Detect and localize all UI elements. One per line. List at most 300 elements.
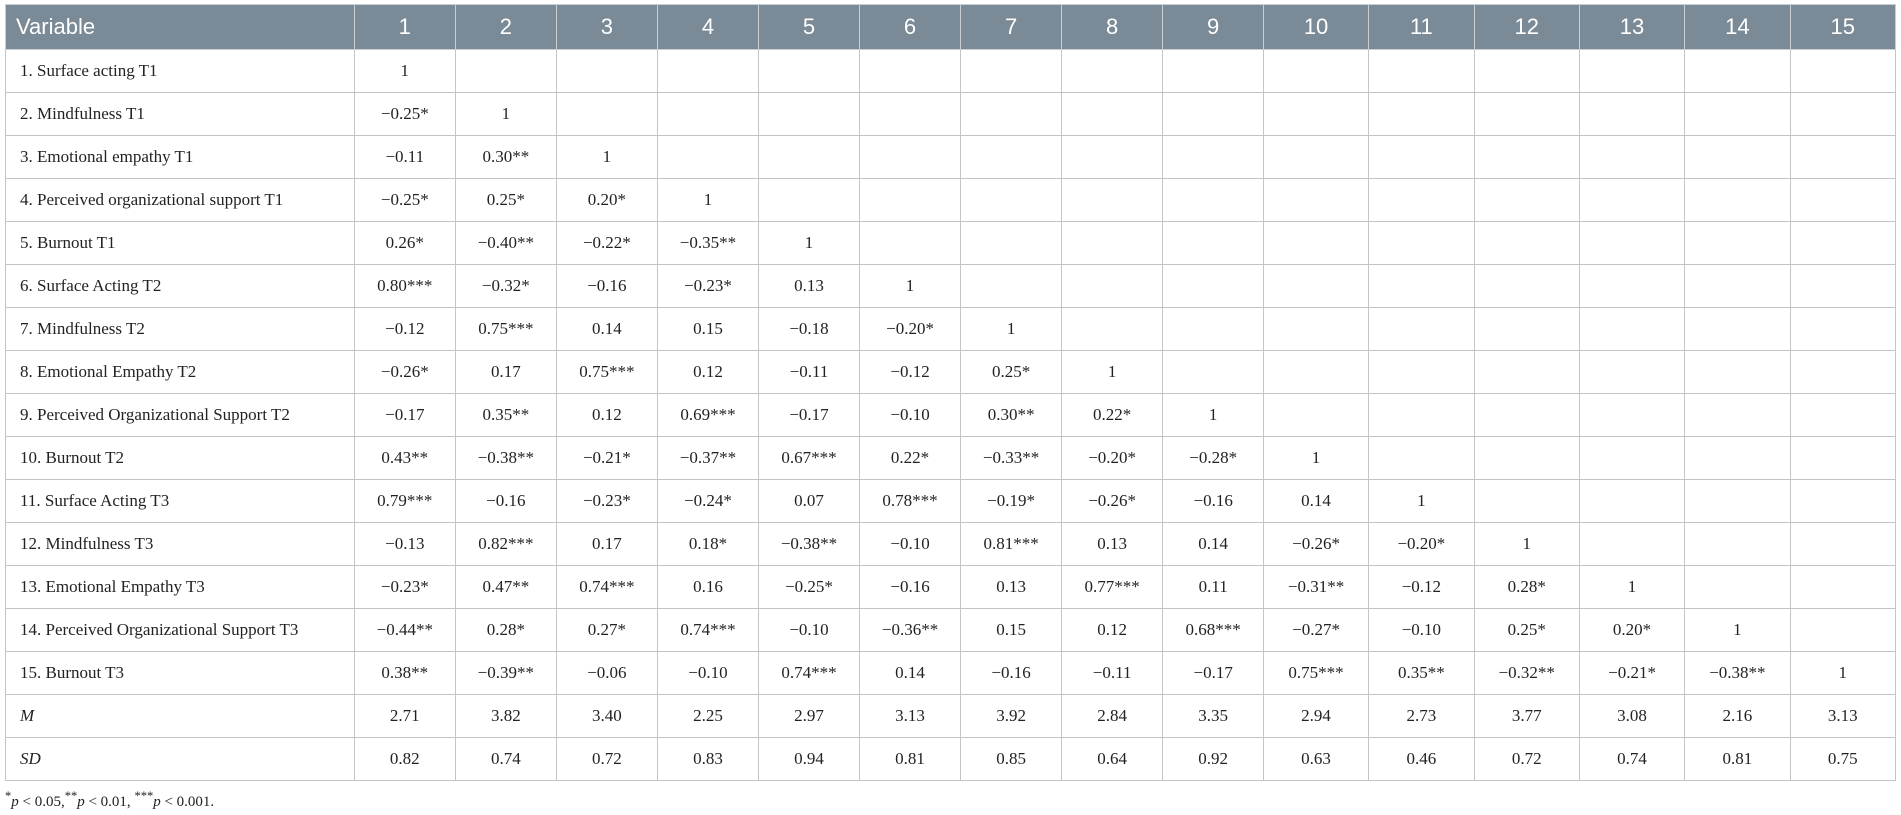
table-cell [1579,437,1684,480]
row-label: 4. Perceived organizational support T1 [6,179,355,222]
table-cell: −0.39** [455,652,557,695]
table-cell [961,222,1061,265]
table-cell [1369,437,1474,480]
table-cell: 0.17 [557,523,657,566]
row-label: 1. Surface acting T1 [6,50,355,93]
table-cell [1685,265,1790,308]
table-cell: −0.27* [1263,609,1368,652]
table-cell: 2.25 [657,695,759,738]
table-cell: 0.12 [657,351,759,394]
table-cell: −0.16 [1163,480,1263,523]
row-label: M [6,695,355,738]
table-cell: −0.22* [557,222,657,265]
table-cell: 0.25* [455,179,557,222]
table-cell [557,93,657,136]
table-cell: −0.12 [1369,566,1474,609]
footnote-symbol: * [5,789,12,803]
table-cell [1061,179,1163,222]
table-cell: 0.07 [759,480,859,523]
column-header-variable: Variable [6,5,355,50]
table-cell: 2.73 [1369,695,1474,738]
table-cell [1685,93,1790,136]
correlation-table [5,4,1896,781]
table-cell [961,50,1061,93]
table-row [6,394,1896,437]
table-cell: 0.25* [961,351,1061,394]
table-cell: 0.25* [1474,609,1579,652]
table-cell: 0.28* [455,609,557,652]
column-header-3: 3 [557,5,657,50]
table-cell [1263,50,1368,93]
table-cell: 1 [1685,609,1790,652]
table-cell [859,179,961,222]
table-cell: 1 [1263,437,1368,480]
table-cell: 0.82 [355,738,455,781]
table-cell: −0.11 [355,136,455,179]
table-cell: 0.20* [1579,609,1684,652]
table-cell [1263,179,1368,222]
table-cell [1685,50,1790,93]
column-header-10: 10 [1263,5,1368,50]
table-cell [1790,308,1895,351]
table-cell [657,50,759,93]
table-cell [1579,308,1684,351]
table-cell [1369,50,1474,93]
table-cell [1790,136,1895,179]
table-cell [1790,394,1895,437]
table-container [5,4,1896,811]
table-cell [961,265,1061,308]
table-cell: 0.12 [1061,609,1163,652]
table-cell: 0.43** [355,437,455,480]
table-cell [1579,93,1684,136]
table-cell [1579,50,1684,93]
table-cell: −0.18 [759,308,859,351]
table-cell [1685,523,1790,566]
table-cell: −0.11 [759,351,859,394]
table-cell: −0.32* [455,265,557,308]
table-cell: 2.71 [355,695,455,738]
table-cell: −0.23* [657,265,759,308]
table-cell [1163,351,1263,394]
table-cell: 0.81 [859,738,961,781]
table-cell: 0.28* [1474,566,1579,609]
table-cell [1163,265,1263,308]
row-label: 10. Burnout T2 [6,437,355,480]
column-header-15: 15 [1790,5,1895,50]
table-footnote [5,789,1896,811]
table-cell [961,93,1061,136]
row-label: 6. Surface Acting T2 [6,265,355,308]
row-label: 7. Mindfulness T2 [6,308,355,351]
footnote-p-var: p [153,794,161,810]
table-cell [1579,480,1684,523]
table-body [6,50,1896,781]
table-cell [1163,179,1263,222]
table-cell: 0.77*** [1061,566,1163,609]
table-cell [759,136,859,179]
row-label: 8. Emotional Empathy T2 [6,351,355,394]
table-cell: 1 [1061,351,1163,394]
table-cell [1579,222,1684,265]
row-label: SD [6,738,355,781]
table-cell: −0.17 [355,394,455,437]
table-cell: 1 [961,308,1061,351]
table-cell: 0.20* [557,179,657,222]
table-row [6,179,1896,222]
table-cell [1474,136,1579,179]
table-cell [1369,308,1474,351]
table-cell: −0.26* [1061,480,1163,523]
table-cell [1474,308,1579,351]
table-cell: −0.33** [961,437,1061,480]
table-cell: 2.97 [759,695,859,738]
column-header-6: 6 [859,5,961,50]
table-cell: 3.82 [455,695,557,738]
table-row [6,93,1896,136]
row-label: 5. Burnout T1 [6,222,355,265]
table-cell [859,222,961,265]
table-cell [1474,437,1579,480]
column-header-8: 8 [1061,5,1163,50]
table-cell: 0.22* [1061,394,1163,437]
table-row [6,738,1896,781]
table-cell [1579,351,1684,394]
table-cell: −0.16 [859,566,961,609]
table-cell: 3.92 [961,695,1061,738]
table-cell: −0.25* [355,93,455,136]
row-label: 3. Emotional empathy T1 [6,136,355,179]
table-cell [759,179,859,222]
table-cell [1369,93,1474,136]
table-cell: −0.24* [657,480,759,523]
table-cell: −0.12 [859,351,961,394]
table-row [6,265,1896,308]
table-cell: 0.81*** [961,523,1061,566]
table-cell: 3.40 [557,695,657,738]
table-cell: 2.94 [1263,695,1368,738]
table-cell [1790,437,1895,480]
table-cell: −0.25* [759,566,859,609]
table-header-row [6,5,1896,50]
table-cell [1369,394,1474,437]
table-cell: 0.64 [1061,738,1163,781]
table-cell: 1 [657,179,759,222]
table-cell [1061,136,1163,179]
column-header-13: 13 [1579,5,1684,50]
table-cell [657,136,759,179]
table-cell [1685,394,1790,437]
table-cell: 0.74*** [557,566,657,609]
table-cell: −0.10 [657,652,759,695]
table-cell: 0.22* [859,437,961,480]
table-cell: −0.38** [759,523,859,566]
table-cell: −0.36** [859,609,961,652]
table-cell [1685,222,1790,265]
table-cell: −0.21* [557,437,657,480]
table-cell [1579,179,1684,222]
table-cell: −0.20* [1061,437,1163,480]
table-cell: 3.35 [1163,695,1263,738]
table-cell [1369,265,1474,308]
table-cell: 3.08 [1579,695,1684,738]
table-cell: 0.18* [657,523,759,566]
table-cell [1263,265,1368,308]
table-cell [1369,222,1474,265]
table-cell [657,93,759,136]
table-cell: 0.81 [1685,738,1790,781]
table-cell: −0.21* [1579,652,1684,695]
table-cell: −0.16 [455,480,557,523]
table-cell: −0.13 [355,523,455,566]
table-cell: 1 [759,222,859,265]
table-row [6,609,1896,652]
table-cell [557,50,657,93]
table-cell [1790,179,1895,222]
table-cell: 3.77 [1474,695,1579,738]
table-row [6,437,1896,480]
column-header-9: 9 [1163,5,1263,50]
footnote-text: < 0.01, [84,794,135,810]
table-cell [1685,437,1790,480]
table-cell [961,179,1061,222]
table-cell: 0.12 [557,394,657,437]
table-cell [1790,93,1895,136]
table-cell: −0.10 [1369,609,1474,652]
column-header-1: 1 [355,5,455,50]
table-cell [1474,93,1579,136]
table-cell: 0.69*** [657,394,759,437]
table-cell [1263,351,1368,394]
table-cell [1061,93,1163,136]
table-cell [1579,265,1684,308]
row-label: 11. Surface Acting T3 [6,480,355,523]
footnote-text: < 0.05, [18,794,65,810]
table-row [6,308,1896,351]
table-cell: 0.75*** [557,351,657,394]
table-cell: 0.79*** [355,480,455,523]
footnote-p-var: p [77,794,85,810]
table-cell [759,93,859,136]
table-cell: 0.92 [1163,738,1263,781]
table-cell: 0.75*** [1263,652,1368,695]
table-cell [1474,351,1579,394]
table-cell: −0.17 [1163,652,1263,695]
footnote-p-var: p [11,794,19,810]
table-cell: −0.06 [557,652,657,695]
table-cell: 0.13 [1061,523,1163,566]
table-cell [1163,136,1263,179]
table-cell: −0.38** [1685,652,1790,695]
table-cell: 0.14 [859,652,961,695]
table-cell: 0.14 [557,308,657,351]
table-cell: 0.27* [557,609,657,652]
row-label: 14. Perceived Organizational Support T3 [6,609,355,652]
table-cell: −0.25* [355,179,455,222]
table-cell: −0.10 [859,523,961,566]
table-cell [1263,222,1368,265]
column-header-2: 2 [455,5,557,50]
table-cell: 0.72 [1474,738,1579,781]
column-header-14: 14 [1685,5,1790,50]
column-header-11: 11 [1369,5,1474,50]
table-row [6,50,1896,93]
table-cell: 0.30** [961,394,1061,437]
table-cell: 3.13 [859,695,961,738]
footnote-text: < 0.001. [160,794,215,810]
table-cell [1685,308,1790,351]
table-cell: 0.83 [657,738,759,781]
table-cell [1263,394,1368,437]
table-row [6,523,1896,566]
table-cell: −0.16 [961,652,1061,695]
row-label: 12. Mindfulness T3 [6,523,355,566]
table-cell: 0.16 [657,566,759,609]
table-cell [1163,93,1263,136]
table-cell [1790,480,1895,523]
row-label: 15. Burnout T3 [6,652,355,695]
table-cell: 0.13 [961,566,1061,609]
table-cell: 0.47** [455,566,557,609]
table-cell [759,50,859,93]
table-cell [1579,136,1684,179]
table-cell: 0.11 [1163,566,1263,609]
table-cell: 1 [1579,566,1684,609]
table-cell [1369,179,1474,222]
table-cell: 0.15 [961,609,1061,652]
table-cell: 0.35** [455,394,557,437]
table-cell [1790,609,1895,652]
table-cell: 0.38** [355,652,455,695]
table-cell [1685,480,1790,523]
table-cell [1263,136,1368,179]
table-cell [1579,523,1684,566]
table-cell [1790,351,1895,394]
table-row [6,351,1896,394]
row-label: 2. Mindfulness T1 [6,93,355,136]
table-cell: −0.37** [657,437,759,480]
table-cell: 0.80*** [355,265,455,308]
table-cell: −0.31** [1263,566,1368,609]
table-cell: −0.26* [1263,523,1368,566]
table-cell: 0.67*** [759,437,859,480]
table-cell [1369,136,1474,179]
table-cell: 0.85 [961,738,1061,781]
column-header-12: 12 [1474,5,1579,50]
table-cell [1163,50,1263,93]
table-cell [1790,523,1895,566]
table-cell [1685,351,1790,394]
table-cell [1579,394,1684,437]
table-cell [1685,566,1790,609]
table-cell [1061,265,1163,308]
table-cell: −0.23* [355,566,455,609]
table-cell [1474,480,1579,523]
table-cell [1061,308,1163,351]
table-cell: 0.14 [1163,523,1263,566]
table-cell [1061,50,1163,93]
table-cell: 0.35** [1369,652,1474,695]
table-cell: −0.35** [657,222,759,265]
table-cell: −0.12 [355,308,455,351]
table-cell [1685,179,1790,222]
table-cell: 0.13 [759,265,859,308]
table-row [6,136,1896,179]
table-cell: −0.11 [1061,652,1163,695]
table-cell [1163,308,1263,351]
row-label: 9. Perceived Organizational Support T2 [6,394,355,437]
table-cell: 1 [557,136,657,179]
table-cell [455,50,557,93]
table-cell: 0.72 [557,738,657,781]
table-cell [1474,50,1579,93]
table-cell: −0.20* [1369,523,1474,566]
table-cell: −0.16 [557,265,657,308]
table-cell [1790,222,1895,265]
table-cell [1790,566,1895,609]
table-cell: 1 [1163,394,1263,437]
table-cell: −0.10 [859,394,961,437]
table-cell: 0.17 [455,351,557,394]
table-cell [1061,222,1163,265]
column-header-4: 4 [657,5,759,50]
table-cell [1163,222,1263,265]
table-cell [961,136,1061,179]
table-cell: −0.32** [1474,652,1579,695]
column-header-5: 5 [759,5,859,50]
table-cell: 0.78*** [859,480,961,523]
table-cell [859,93,961,136]
table-cell: −0.23* [557,480,657,523]
table-cell: −0.38** [455,437,557,480]
footnote-symbol: ** [64,789,78,803]
table-row [6,695,1896,738]
table-cell [1263,308,1368,351]
table-cell: 1 [1369,480,1474,523]
table-cell: 1 [1790,652,1895,695]
table-cell: 3.13 [1790,695,1895,738]
table-cell: 0.75 [1790,738,1895,781]
table-cell: −0.10 [759,609,859,652]
table-cell: 0.74 [1579,738,1684,781]
table-cell: 0.14 [1263,480,1368,523]
table-cell [859,136,961,179]
table-cell: 0.46 [1369,738,1474,781]
table-cell: 1 [355,50,455,93]
table-cell [1474,179,1579,222]
table-cell: 0.75*** [455,308,557,351]
table-cell: 1 [1474,523,1579,566]
table-cell: 0.74 [455,738,557,781]
table-cell: 0.63 [1263,738,1368,781]
table-cell [1474,265,1579,308]
table-cell [1685,136,1790,179]
table-cell: −0.17 [759,394,859,437]
table-row [6,222,1896,265]
table-row [6,566,1896,609]
table-cell: 0.30** [455,136,557,179]
table-cell: 2.84 [1061,695,1163,738]
table-cell: −0.28* [1163,437,1263,480]
table-cell: 0.74*** [657,609,759,652]
table-row [6,480,1896,523]
table-cell: 0.68*** [1163,609,1263,652]
table-cell: −0.26* [355,351,455,394]
table-cell: −0.19* [961,480,1061,523]
table-cell: −0.44** [355,609,455,652]
footnote-symbol: *** [134,789,154,803]
table-row [6,652,1896,695]
